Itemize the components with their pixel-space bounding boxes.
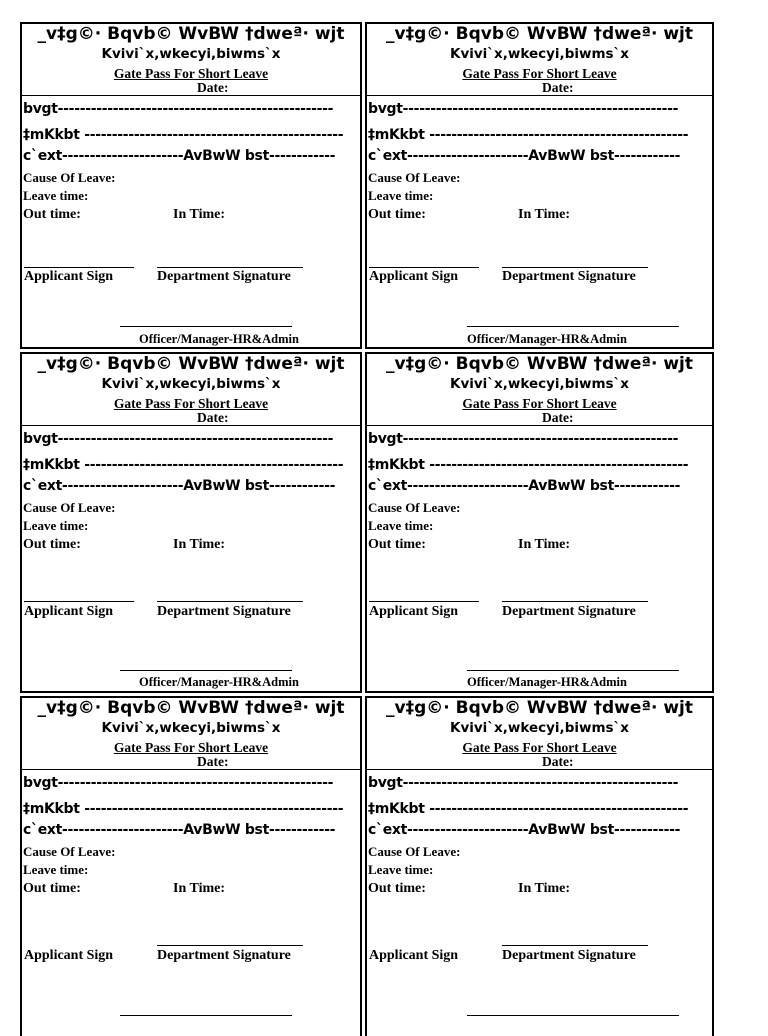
department-signature-line [157,267,303,268]
applicant-signature-line [24,601,134,602]
out-time-label: Out time: [23,207,81,222]
name-field: bvgt-------------------------------------------------- [368,775,679,791]
company-name: _v‡g©· Bqvb© WvBW †dweª· wjt [386,354,693,374]
name-field: bvgt-------------------------------------------------- [23,431,334,447]
department-signature-label: Department Signature [157,269,291,284]
company-address: Kvivi`x,wkecyi,biwms`x [449,720,630,736]
gate-pass-card [365,22,714,349]
card-id-field: c`ext----------------------AvBwW bst------------ [368,822,681,838]
leave-time-label: Leave time: [368,862,434,877]
applicant-sign-label: Applicant Sign [369,604,459,619]
applicant-signature-line [369,267,479,268]
company-address: Kvivi`x,wkecyi,biwms`x [101,46,281,62]
card-id-field: c`ext----------------------AvBwW bst------------ [368,148,681,164]
designation-field: ‡mKkbt ----------------------------------------------- [23,801,344,817]
company-name: _v‡g©· Bqvb© WvBW †dweª· wjt [386,698,693,718]
officer-signature-line [467,670,679,671]
applicant-signature-line [24,267,134,268]
company-address: Kvivi`x,wkecyi,biwms`x [449,46,630,62]
department-signature-line [502,601,648,602]
header-divider [367,425,712,426]
officer-manager-label: Officer/Manager-HR&Admin [467,675,627,689]
leave-time-label: Leave time: [23,188,89,203]
designation-field: ‡mKkbt ----------------------------------------------- [368,801,689,817]
designation-field: ‡mKkbt ----------------------------------------------- [368,127,689,143]
applicant-signature-line [369,601,479,602]
department-signature-line [502,945,648,946]
in-time-label: In Time: [518,537,570,552]
in-time-label: In Time: [173,537,225,552]
form-title: Gate Pass For Short Leave [113,740,269,755]
in-time-label: In Time: [518,207,570,222]
department-signature-label: Department Signature [502,604,636,619]
out-time-label: Out time: [23,881,81,896]
applicant-sign-label: Applicant Sign [24,948,114,963]
cause-of-leave-label: Cause Of Leave: [368,844,461,859]
leave-time-label: Leave time: [368,188,434,203]
out-time-label: Out time: [368,207,426,222]
cause-of-leave-label: Cause Of Leave: [368,500,461,515]
form-title: Gate Pass For Short Leave [113,396,269,411]
form-title: Gate Pass For Short Leave [113,66,269,81]
applicant-sign-label: Applicant Sign [369,269,459,284]
date-label: Date: [197,411,236,426]
company-address: Kvivi`x,wkecyi,biwms`x [449,376,630,392]
officer-manager-label: Officer/Manager-HR&Admin [139,675,299,689]
officer-signature-line [120,1015,292,1016]
department-signature-line [157,601,303,602]
cause-of-leave-label: Cause Of Leave: [23,500,116,515]
company-address: Kvivi`x,wkecyi,biwms`x [101,720,281,736]
company-name: _v‡g©· Bqvb© WvBW †dweª· wjt [37,698,345,718]
out-time-label: Out time: [368,537,426,552]
leave-time-label: Leave time: [368,518,434,533]
department-signature-line [502,267,648,268]
cause-of-leave-label: Cause Of Leave: [23,170,116,185]
date-label: Date: [197,81,236,96]
header-divider [367,769,712,770]
company-name: _v‡g©· Bqvb© WvBW †dweª· wjt [37,354,345,374]
gate-pass-card [365,352,714,693]
date-label: Date: [542,411,581,426]
applicant-sign-label: Applicant Sign [24,604,114,619]
in-time-label: In Time: [173,207,225,222]
officer-manager-label: Officer/Manager-HR&Admin [467,332,627,346]
officer-signature-line [120,670,292,671]
card-id-field: c`ext----------------------AvBwW bst------------ [368,478,681,494]
out-time-label: Out time: [368,881,426,896]
officer-manager-label: Officer/Manager-HR&Admin [139,332,299,346]
designation-field: ‡mKkbt ----------------------------------------------- [23,127,344,143]
department-signature-line [157,945,303,946]
gate-pass-card [20,22,362,349]
form-title: Gate Pass For Short Leave [462,66,617,81]
officer-signature-line [120,326,292,327]
in-time-label: In Time: [173,881,225,896]
gate-pass-card [20,352,362,693]
card-id-field: c`ext----------------------AvBwW bst------------ [23,148,336,164]
cause-of-leave-label: Cause Of Leave: [368,170,461,185]
company-name: _v‡g©· Bqvb© WvBW †dweª· wjt [386,24,693,44]
department-signature-label: Department Signature [157,604,291,619]
department-signature-label: Department Signature [157,948,291,963]
date-label: Date: [197,755,236,770]
department-signature-label: Department Signature [502,269,636,284]
form-title: Gate Pass For Short Leave [462,396,617,411]
gate-pass-card [365,696,714,1036]
header-divider [22,769,360,770]
date-label: Date: [542,81,581,96]
card-id-field: c`ext----------------------AvBwW bst------------ [23,822,336,838]
leave-time-label: Leave time: [23,862,89,877]
department-signature-label: Department Signature [502,948,636,963]
leave-time-label: Leave time: [23,518,89,533]
officer-signature-line [467,1015,679,1016]
header-divider [367,95,712,96]
card-id-field: c`ext----------------------AvBwW bst------------ [23,478,336,494]
name-field: bvgt-------------------------------------------------- [23,101,334,117]
cause-of-leave-label: Cause Of Leave: [23,844,116,859]
company-name: _v‡g©· Bqvb© WvBW †dweª· wjt [37,24,345,44]
name-field: bvgt-------------------------------------------------- [368,431,679,447]
gate-pass-card [20,696,362,1036]
applicant-sign-label: Applicant Sign [24,269,114,284]
designation-field: ‡mKkbt ----------------------------------------------- [23,457,344,473]
in-time-label: In Time: [518,881,570,896]
out-time-label: Out time: [23,537,81,552]
applicant-sign-label: Applicant Sign [369,948,459,963]
name-field: bvgt-------------------------------------------------- [23,775,334,791]
form-title: Gate Pass For Short Leave [462,740,617,755]
company-address: Kvivi`x,wkecyi,biwms`x [101,376,281,392]
header-divider [22,425,360,426]
name-field: bvgt-------------------------------------------------- [368,101,679,117]
officer-signature-line [467,326,679,327]
date-label: Date: [542,755,581,770]
designation-field: ‡mKkbt ----------------------------------------------- [368,457,689,473]
header-divider [22,95,360,96]
